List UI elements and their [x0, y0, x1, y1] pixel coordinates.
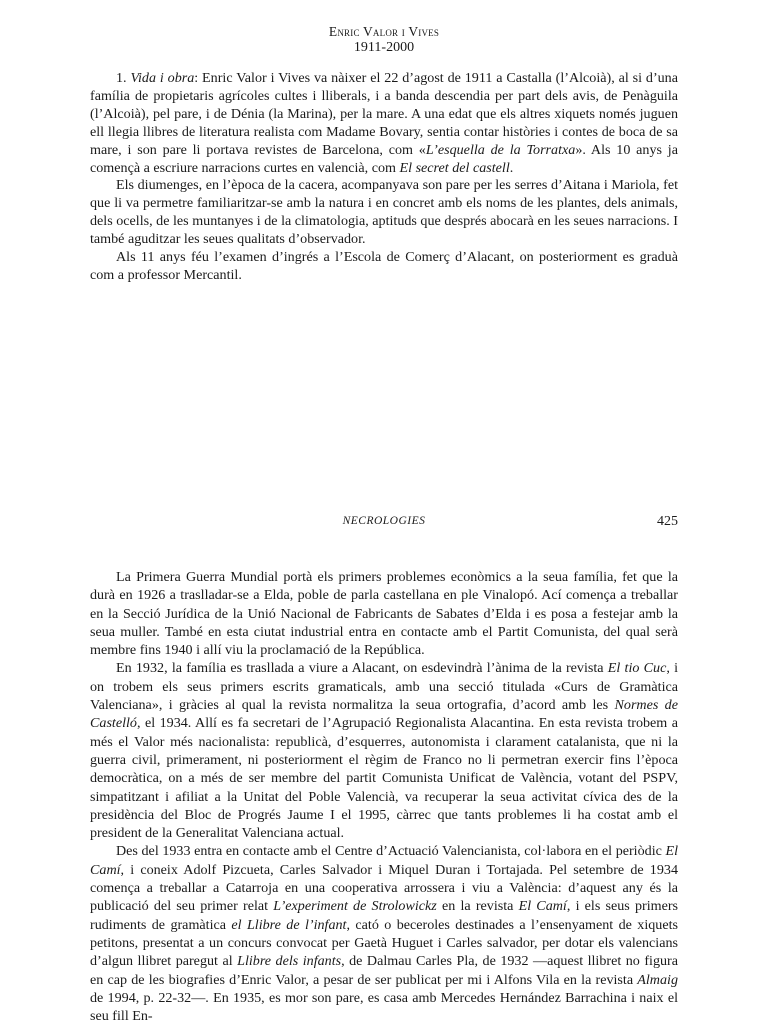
- italic-text: Normes de Castelló: [90, 697, 678, 732]
- upper-body-text: [90, 70, 678, 285]
- article-title: Enric Valor i Vives: [328, 24, 440, 39]
- page-number: 425: [657, 514, 678, 529]
- section-title: NECROLOGIES: [342, 515, 426, 527]
- text-run: 1.: [116, 70, 131, 86]
- italic-text: El Camí: [90, 843, 678, 878]
- paragraph: [90, 842, 678, 1025]
- paragraph: [90, 177, 678, 249]
- italic-text: El secret del castell: [399, 159, 510, 176]
- text-run: ». Als 10 anys ja començà a escriure narracions curtes en valencià, com: [90, 141, 678, 176]
- text-run: Des del 1933 entra en contacte amb el Centre d’Actuació Valencianista, col·labora en el periòdic: [116, 843, 666, 860]
- text-run: , i els seus primers rudiments de gramàtica: [90, 898, 679, 933]
- paragraph: [90, 568, 678, 659]
- italic-text: L’esquella de la Torratxa: [425, 141, 576, 158]
- running-header: [90, 514, 678, 532]
- text-run: Els diumenges, en l’època de la cacera, acompanyava son pare per les serres d’Aitana i Mariola, fet que li va permetre familiaritzar-se amb la natura i en concret amb els noms de les plantes, dels animals, dels ocells, de les muntanyes i de la climatologia, aptituds que després abocarà en les seues narracions. I també aguditzar les seues qualitats d’observador.: [90, 177, 678, 248]
- paragraph: [90, 249, 678, 285]
- italic-text: Almaig: [637, 971, 678, 988]
- italic-text: Vida i obra: [130, 70, 195, 86]
- upper-page-text: [90, 24, 678, 285]
- text-run: .: [509, 159, 514, 176]
- italic-text: Llibre dels infants: [237, 953, 342, 970]
- lower-body-text: [90, 568, 678, 1025]
- lower-page-text: [90, 568, 678, 1025]
- text-run: , el 1934. Allí es fa secretari de l’Agrupació Regionalista Alacantina. En esta revista trobem a més el Valor més nacionalista: republicà, d’esquerres, autonomista i clarament catalanista, que ni la guerra civil, primerament, ni posteriorment el règim de Franco no li permetran exercir fins l’època democràtica, on a més de ser membre del partit Comunista Unificat de València, votant del PSPV, simpatitzant i afiliat a la Unitat del Poble Valencià, va recuperar la seua activitat cívica des de la presidència del Bloc de Progrés Jaume I el 1995, càrrec que tants problemes li ha costat amb el president de la Generalitat Valenciana actual.: [90, 715, 678, 842]
- italic-text: el Llibre de l’infant: [231, 916, 347, 933]
- text-run: , i coneix Adolf Pizcueta, Carles Salvador i Miquel Duran i Tortajada. Pel setembre de 1934 comença a treballar a Catarroja en una cooperativa arrossera i viu a València: d’aquest any és la publicació del seu primer relat: [90, 861, 678, 915]
- article-years: 1911-2000: [353, 40, 415, 55]
- text-run: Als 11 anys féu l’examen d’ingrés a l’Escola de Comerç d’Alacant, on posteriorment es graduà com a professor Mercantil.: [90, 249, 678, 283]
- text-run: En 1932, la família es trasllada a viure a Alacant, on esdevindrà l’ànima de la revista: [116, 660, 608, 677]
- italic-text: El tio Cuc: [607, 660, 667, 677]
- paragraph: [90, 70, 678, 177]
- text-run: en la revista: [436, 898, 519, 915]
- italic-text: El Camí: [518, 898, 567, 915]
- text-run: , cató o beceroles destinades a l’ensenyament de xiquets petitons, presentat a un concurs convocat per Gaetà Huguet i Carles salvador, per dotar els valencians d’algun llibret paregut al: [90, 916, 679, 970]
- paragraph: [90, 659, 678, 842]
- text-run: de 1994, p. 22-32—. En 1935, es mor son pare, es casa amb Mercedes Hernández Barrachina i naix el seu fill En-: [90, 989, 678, 1025]
- text-run: , de Dalmau Carles Pla, de 1932 —aquest llibret no figura en cap de les biografies d’Enric Valor, a pesar de ser publicat per mi i Alfons Vila en la revista: [90, 953, 678, 988]
- text-run: La Primera Guerra Mundial portà els primers problemes econòmics a la seua família, fet que la durà en 1926 a traslladar-se a Elda, poble de parla castellana en ple Vinalopó. Ací comença a treballar en la Secció Jurídica de la Unió Nacional de Fabricants de Sabates d’Elda i es posa a festejar amb la seua muller. També en esta ciutat industrial entra en contacte amb el Partit Comunista, del qual serà membre fins 1940 i allí viu la proclamació de la República.: [90, 569, 678, 659]
- text-run: : Enric Valor i Vives va nàixer el 22 d’agost de 1911 a Castalla (l’Alcoià), al si d’una família de propietaris agrícoles cultes i lliberals, i a banda descendia per part dels avis, de Penàguila (l’Alcoià), pel pare, i de Dénia (la Marina), per la mare. A una edat que els altres xiquets només juguen ell llegia llibres de literatura realista com Madame Bovary, sentia contar històries i contes de boca de sa mare, i son pare li portava revistes de Barcelona, com «: [90, 70, 678, 158]
- text-run: , i on trobem els seus primers escrits gramaticals, amb una secció titulada «Curs de Gramàtica Valenciana», i gràcies al qual la revista normalitza la seua ortografia, d’acord amb les: [90, 660, 679, 714]
- italic-text: L’experiment de Strolowickz: [273, 898, 437, 915]
